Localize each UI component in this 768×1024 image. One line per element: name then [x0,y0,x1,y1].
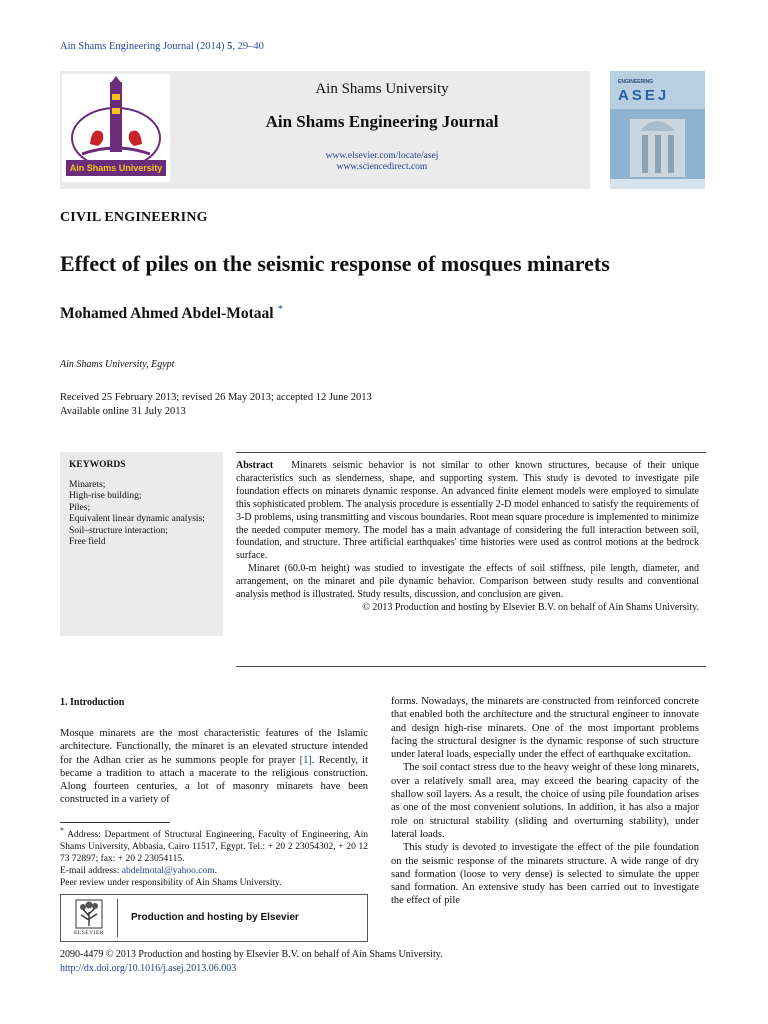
article-author [60,303,283,323]
keywords-list [69,480,219,548]
journal-citation[interactable] [60,41,264,52]
abstract-copyright: © 2013 Production and hosting by Elsevier B.V. on behalf of Ain Shams University. [362,601,699,613]
footnote-address: Address: Department of Structural Engineering, Faculty of Engineering, Ain Shams University, Abbasia, Cairo 11517, Egypt. Tel.: + 20 2 23054302, + 20 12 73 72897; fax: + 20 2 23054115. [60,830,368,865]
elsevier-url-link[interactable]: www.elsevier.com/locate/asej [325,151,439,161]
right-column-text [391,695,699,908]
peer-review-note: Peer review under responsibility of Ain Shams University. [60,878,282,889]
footnote-rule [60,822,170,823]
email-end: . [214,866,218,877]
doi-link[interactable]: http://dx.doi.org/10.1016/j.asej.2013.06.003 [60,963,237,974]
author-footnote [60,825,368,889]
citation-pages: , 29–40 [232,41,264,52]
abstract-paragraph-1 [236,460,699,563]
elsevier-hosting-box [60,894,368,942]
keyword-item: Soil–structure interaction; [69,525,168,536]
author-name: Mohamed Ahmed Abdel-Motaal [60,305,274,323]
online-date: Available online 31 July 2013 [60,406,186,417]
author-footnote-link[interactable]: * [277,303,283,315]
journal-cover-image [610,71,705,189]
citation-volume: 5 [227,41,233,52]
logo-wordmark: Ain Shams University [69,163,163,173]
abstract-label: Abstract [236,460,274,471]
elsevier-logo [66,898,112,938]
intro-paragraph-continued: forms. Nowadays, the minarets are constructed from reinforced concrete that enabled both the architecture and the structural engineer to innovate and design high-rise minarets. One of the most important problems facing the structural designer is the dynamic response of such structure under lateral loads, especially under the effect of earthquake excitation. [391,696,699,761]
author-affiliation: Ain Shams University, Egypt [60,359,175,370]
cover-acronym: ASEJ [618,87,670,104]
email-label: E-mail address: [60,866,122,877]
intro-paragraph-3: This study is devoted to investigate the effect of the pile foundation on the seismic response of the minarets structure. A wide range of dry sand formation (loose to very dense) is selected to simulate the upper sand formation. An extensive study has been carried out to investigate the effect of pile [391,842,699,907]
article-dates [60,391,372,419]
sciencedirect-url-link[interactable]: www.sciencedirect.com [336,162,428,172]
journal-name: Ain Shams Engineering Journal [265,112,499,131]
citation-journal: Ain Shams Engineering Journal (2014) [60,41,228,52]
keyword-item: Minarets; [69,480,106,490]
keyword-item: Free field [69,537,106,548]
keyword-item: High-rise building; [69,491,142,502]
keyword-item: Equivalent linear dynamic analysis; [69,514,205,525]
intro-paragraph-2: The soil contact stress due to the heavy weight of these long minarets, over a relatively small area, may exceed the bearing capacity of the shallow soil layers. As a result, the choice of using pile foundation arises as one of the most convenient solutions. In addition, it has also a major role on structural stability (sliding and overturning stability), under lateral loads. [391,762,699,840]
intro-paragraph-1 [60,727,368,807]
keyword-item: Piles; [69,502,91,513]
abstract [236,460,699,615]
footnote-email-line [60,865,368,877]
issn-line: 2090-4479 © 2013 Production and hosting by Elsevier B.V. on behalf of Ain Shams University. [60,949,443,960]
elsevier-hosting-text: Production and hosting by Elsevier [131,912,299,923]
received-dates: Received 25 February 2013; revised 26 May 2013; accepted 12 June 2013 [60,392,372,403]
abstract-paragraph-2: Minaret (60.0-m height) was studied to investigate the effects of soil stiffness, pile length, diameter, and arrangement, on the minaret and pile dynamic behavior. Comparison between study results and conventional analysis method is illustrated. Study results, discussion, and conclusion are given. [236,563,699,601]
cover-label: ENGINEERING [618,79,654,85]
abstract-text-1: Minarets seismic behavior is not similar to other known structures, because of their unique characteristics such as slenderness, shape, and supporting system. This study is devoted to investigate pile foundation effects on minarets dynamic response. An advanced finite element models were employed to simulate this sophisticated problem. The analysis procedure is essentially 2-D model enhanced to satisfy the requirements of 3-D problems, using transmitting and viscous boundaries. Root mean square procedure is implemented to minimize the needed computer memory. The model has a main advantage of considering the full interaction between soil, foundation, and structure. Three artificial earthquakes' time histories were used as control motions at the bedrock surface. [236,460,699,562]
elsevier-logo-label: ELSEVIER [74,930,104,936]
footnote-mark: * [60,826,64,835]
abstract-top-rule [236,452,706,453]
intro-text-b: . Recently, it became a tradition to attach a macerate to the religious construction. Along fourteen centuries, a lot of masonry minarets have been constructed in a variety of [60,754,368,806]
university-name: Ain Shams University [315,81,449,97]
left-column-text [60,727,368,807]
reference-link-1[interactable]: [1] [299,754,312,766]
footnote-address-line [60,825,368,865]
header-center [176,71,588,189]
journal-urls [176,151,588,173]
abstract-bottom-rule [236,666,706,667]
elsevier-divider [117,899,118,937]
keywords-title: KEYWORDS [69,460,126,470]
intro-text-a: Mosque minarets are the most characteristic features of the Islamic architecture. Functionally, the minaret is an elevated structure intended for the Adhan crier as he summons people for prayer [60,728,368,766]
author-email-link[interactable]: abdelmotal@yahoo.com [121,866,215,877]
university-logo [62,74,170,182]
introduction-heading: 1. Introduction [60,697,125,708]
keywords-box [60,452,223,636]
article-title: Effect of piles on the seismic response of mosques minarets [60,251,610,276]
section-label: CIVIL ENGINEERING [60,210,208,225]
